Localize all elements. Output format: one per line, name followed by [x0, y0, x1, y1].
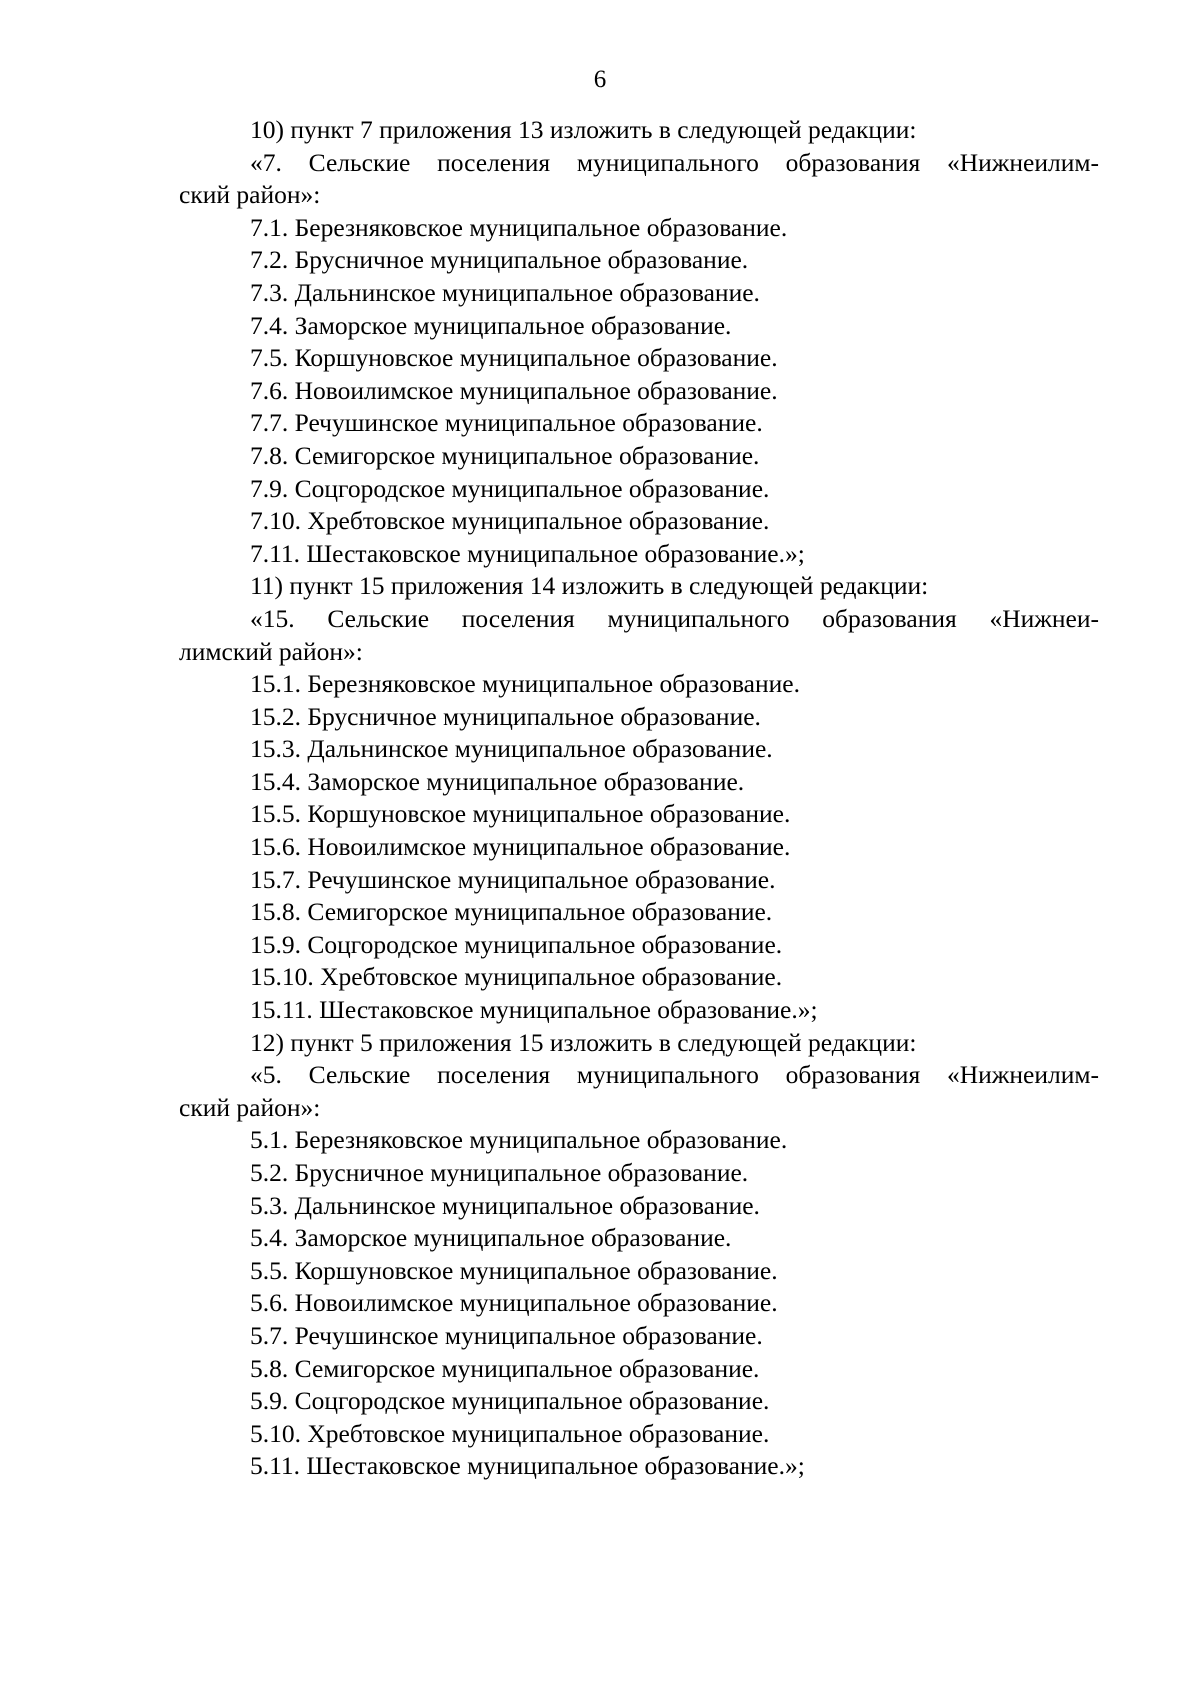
amendment-heading: 10) пункт 7 приложения 13 изложить в следующей редакции: [250, 115, 917, 144]
amendment-heading: 11) пункт 15 приложения 14 изложить в следующей редакции: [250, 571, 929, 601]
list-item: 15.5. Коршуновское муниципальное образование. [250, 799, 791, 829]
list-item: 5.10. Хребтовское муниципальное образование. [250, 1418, 770, 1448]
list-item: 15.6. Новоилимское муниципальное образование. [250, 832, 791, 862]
list-item: 7.6. Новоилимское муниципальное образование. [250, 375, 778, 405]
list-item: 15.3. Дальнинское муниципальное образование. [250, 734, 773, 764]
amendment-section [179, 570, 1099, 1026]
list-item: 7.8. Семигорское муниципальное образование. [250, 440, 760, 470]
amendment-intro-continuation: лимский район»: [179, 636, 363, 666]
amendment-heading: 12) пункт 5 приложения 15 изложить в следующей редакции: [250, 1027, 917, 1057]
amendment-intro: «7. Сельские поселения муниципального образования «Нижнеилим- [250, 147, 1099, 177]
list-item: 7.11. Шестаковское муниципальное образование.»; [250, 538, 805, 568]
list-item: 7.2. Брусничное муниципальное образование. [250, 245, 749, 275]
amendment-intro-continuation: ский район»: [179, 180, 321, 210]
amendment-intro-continuation: ский район»: [179, 1092, 321, 1122]
list-item: 5.9. Соцгородское муниципальное образование. [250, 1386, 770, 1416]
list-item: 5.5. Коршуновское муниципальное образование. [250, 1255, 778, 1285]
list-item: 15.1. Березняковское муниципальное образование. [250, 669, 800, 699]
list-item: 5.11. Шестаковское муниципальное образование.»; [250, 1451, 805, 1481]
list-item: 15.4. Заморское муниципальное образование. [250, 766, 745, 796]
list-item: 7.5. Коршуновское муниципальное образование. [250, 343, 778, 373]
list-item: 5.7. Речушинское муниципальное образование. [250, 1320, 763, 1350]
amendment-intro: «15. Сельские поселения муниципального образования «Нижнеи- [250, 603, 1099, 633]
list-item: 15.10. Хребтовское муниципальное образование. [250, 962, 783, 992]
list-item: 7.9. Соцгородское муниципальное образование. [250, 473, 770, 503]
document-body [179, 114, 1099, 1483]
list-item: 5.3. Дальнинское муниципальное образование. [250, 1190, 760, 1220]
list-item: 15.11. Шестаковское муниципальное образование.»; [250, 995, 818, 1025]
amendment-intro: «5. Сельские поселения муниципального образования «Нижнеилим- [250, 1060, 1099, 1090]
list-item: 7.1. Березняковское муниципальное образование. [250, 212, 788, 242]
list-item: 15.8. Семигорское муниципальное образование. [250, 897, 773, 927]
list-item: 5.8. Семигорское муниципальное образование. [250, 1353, 760, 1383]
list-item: 5.4. Заморское муниципальное образование. [250, 1223, 732, 1253]
list-item: 15.7. Речушинское муниципальное образование. [250, 864, 776, 894]
list-item: 7.10. Хребтовское муниципальное образование. [250, 506, 770, 536]
amendment-section [179, 114, 1099, 570]
list-item: 15.9. Соцгородское муниципальное образование. [250, 929, 783, 959]
list-item: 5.1. Березняковское муниципальное образование. [250, 1125, 788, 1155]
list-item: 15.2. Брусничное муниципальное образование. [250, 701, 761, 731]
list-item: 7.7. Речушинское муниципальное образование. [250, 408, 763, 438]
amendment-section [179, 1027, 1099, 1483]
list-item: 5.2. Брусничное муниципальное образование. [250, 1158, 749, 1187]
page-number: 6 [593, 66, 607, 93]
list-item: 5.6. Новоилимское муниципальное образование. [250, 1288, 778, 1318]
list-item: 7.3. Дальнинское муниципальное образование. [250, 277, 760, 307]
list-item: 7.4. Заморское муниципальное образование. [250, 310, 732, 340]
